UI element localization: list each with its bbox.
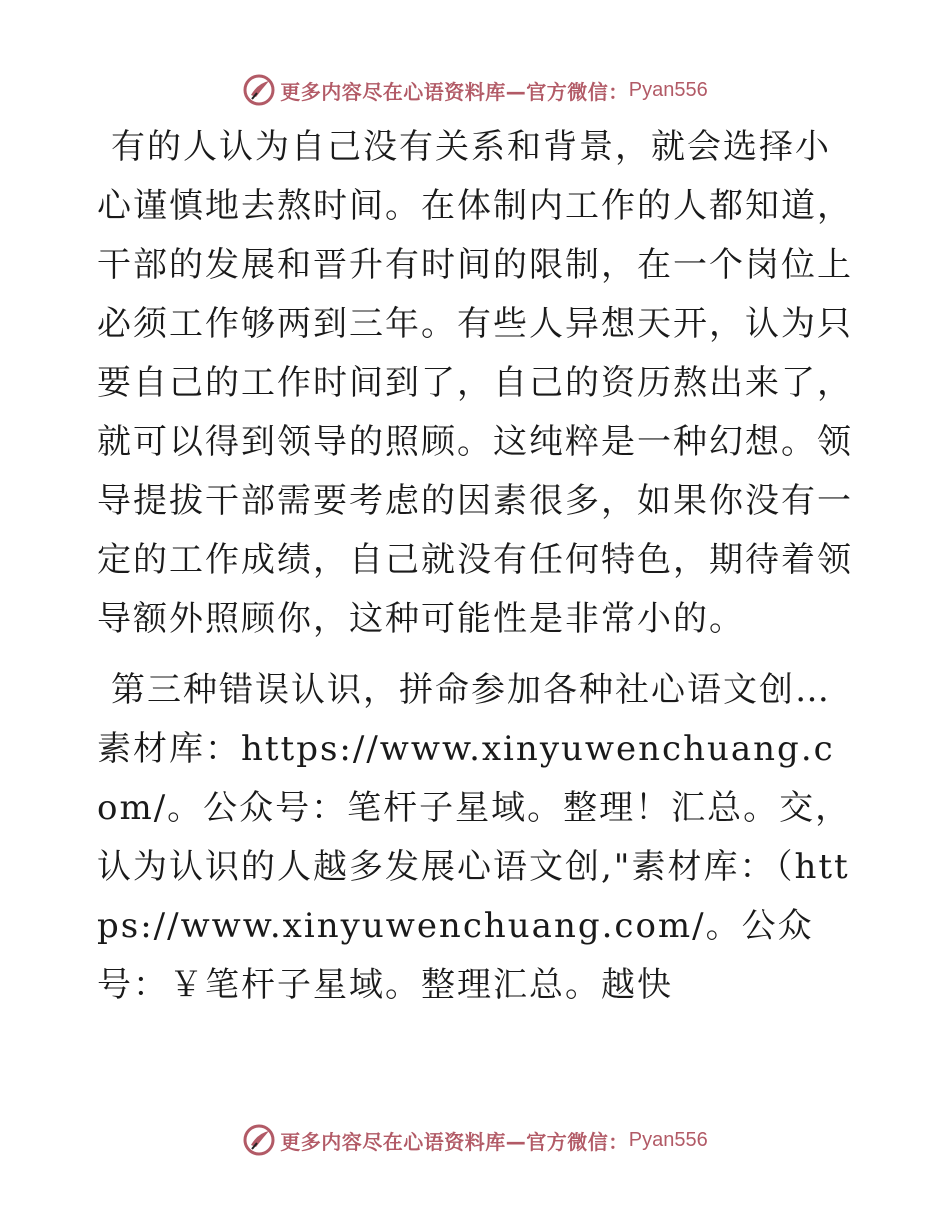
- header-banner: [0, 70, 950, 110]
- banner-text: 更多内容尽在心语资料库—官方微信：: [280, 1129, 629, 1154]
- banner-wechat-id: Pyan556: [628, 78, 708, 101]
- paragraph-2: 第三种错误认识，拼命参加各种社心语文创…素材库：https://www.xinyuwenchuang.com/。公众号：笔杆子星域。整理！汇总。交，认为认识的人越多发展心语文创,"素材库：（https://www.xinyuwenchuang.com/。公众号：￥笔杆子星域。整理汇总。越快: [97, 670, 852, 1005]
- banner-text: 更多内容尽在心语资料库—官方微信：: [280, 79, 629, 104]
- document-body: [97, 118, 853, 1015]
- paragraph-1: 有的人认为自己没有关系和背景，就会选择小心谨慎地去熬时间。在体制内工作的人都知道，干部的发展和晋升有时间的限制，在一个岗位上必须工作够两到三年。有些人异想天开，认为只要自己的工作时间到了，自己的资历熬出来了，就可以得到领导的照顾。这纯粹是一种幻想。领导提拔干部需要考虑的因素很多，如果你没有一定的工作成绩，自己就没有任何特色，期待着领导额外照顾你，这种可能性是非常小的。: [97, 127, 853, 639]
- quill-logo-icon: [242, 73, 276, 107]
- footer-banner: [0, 1120, 950, 1160]
- banner-wechat-id: Pyan556: [628, 1128, 708, 1151]
- quill-logo-icon: [242, 1123, 276, 1157]
